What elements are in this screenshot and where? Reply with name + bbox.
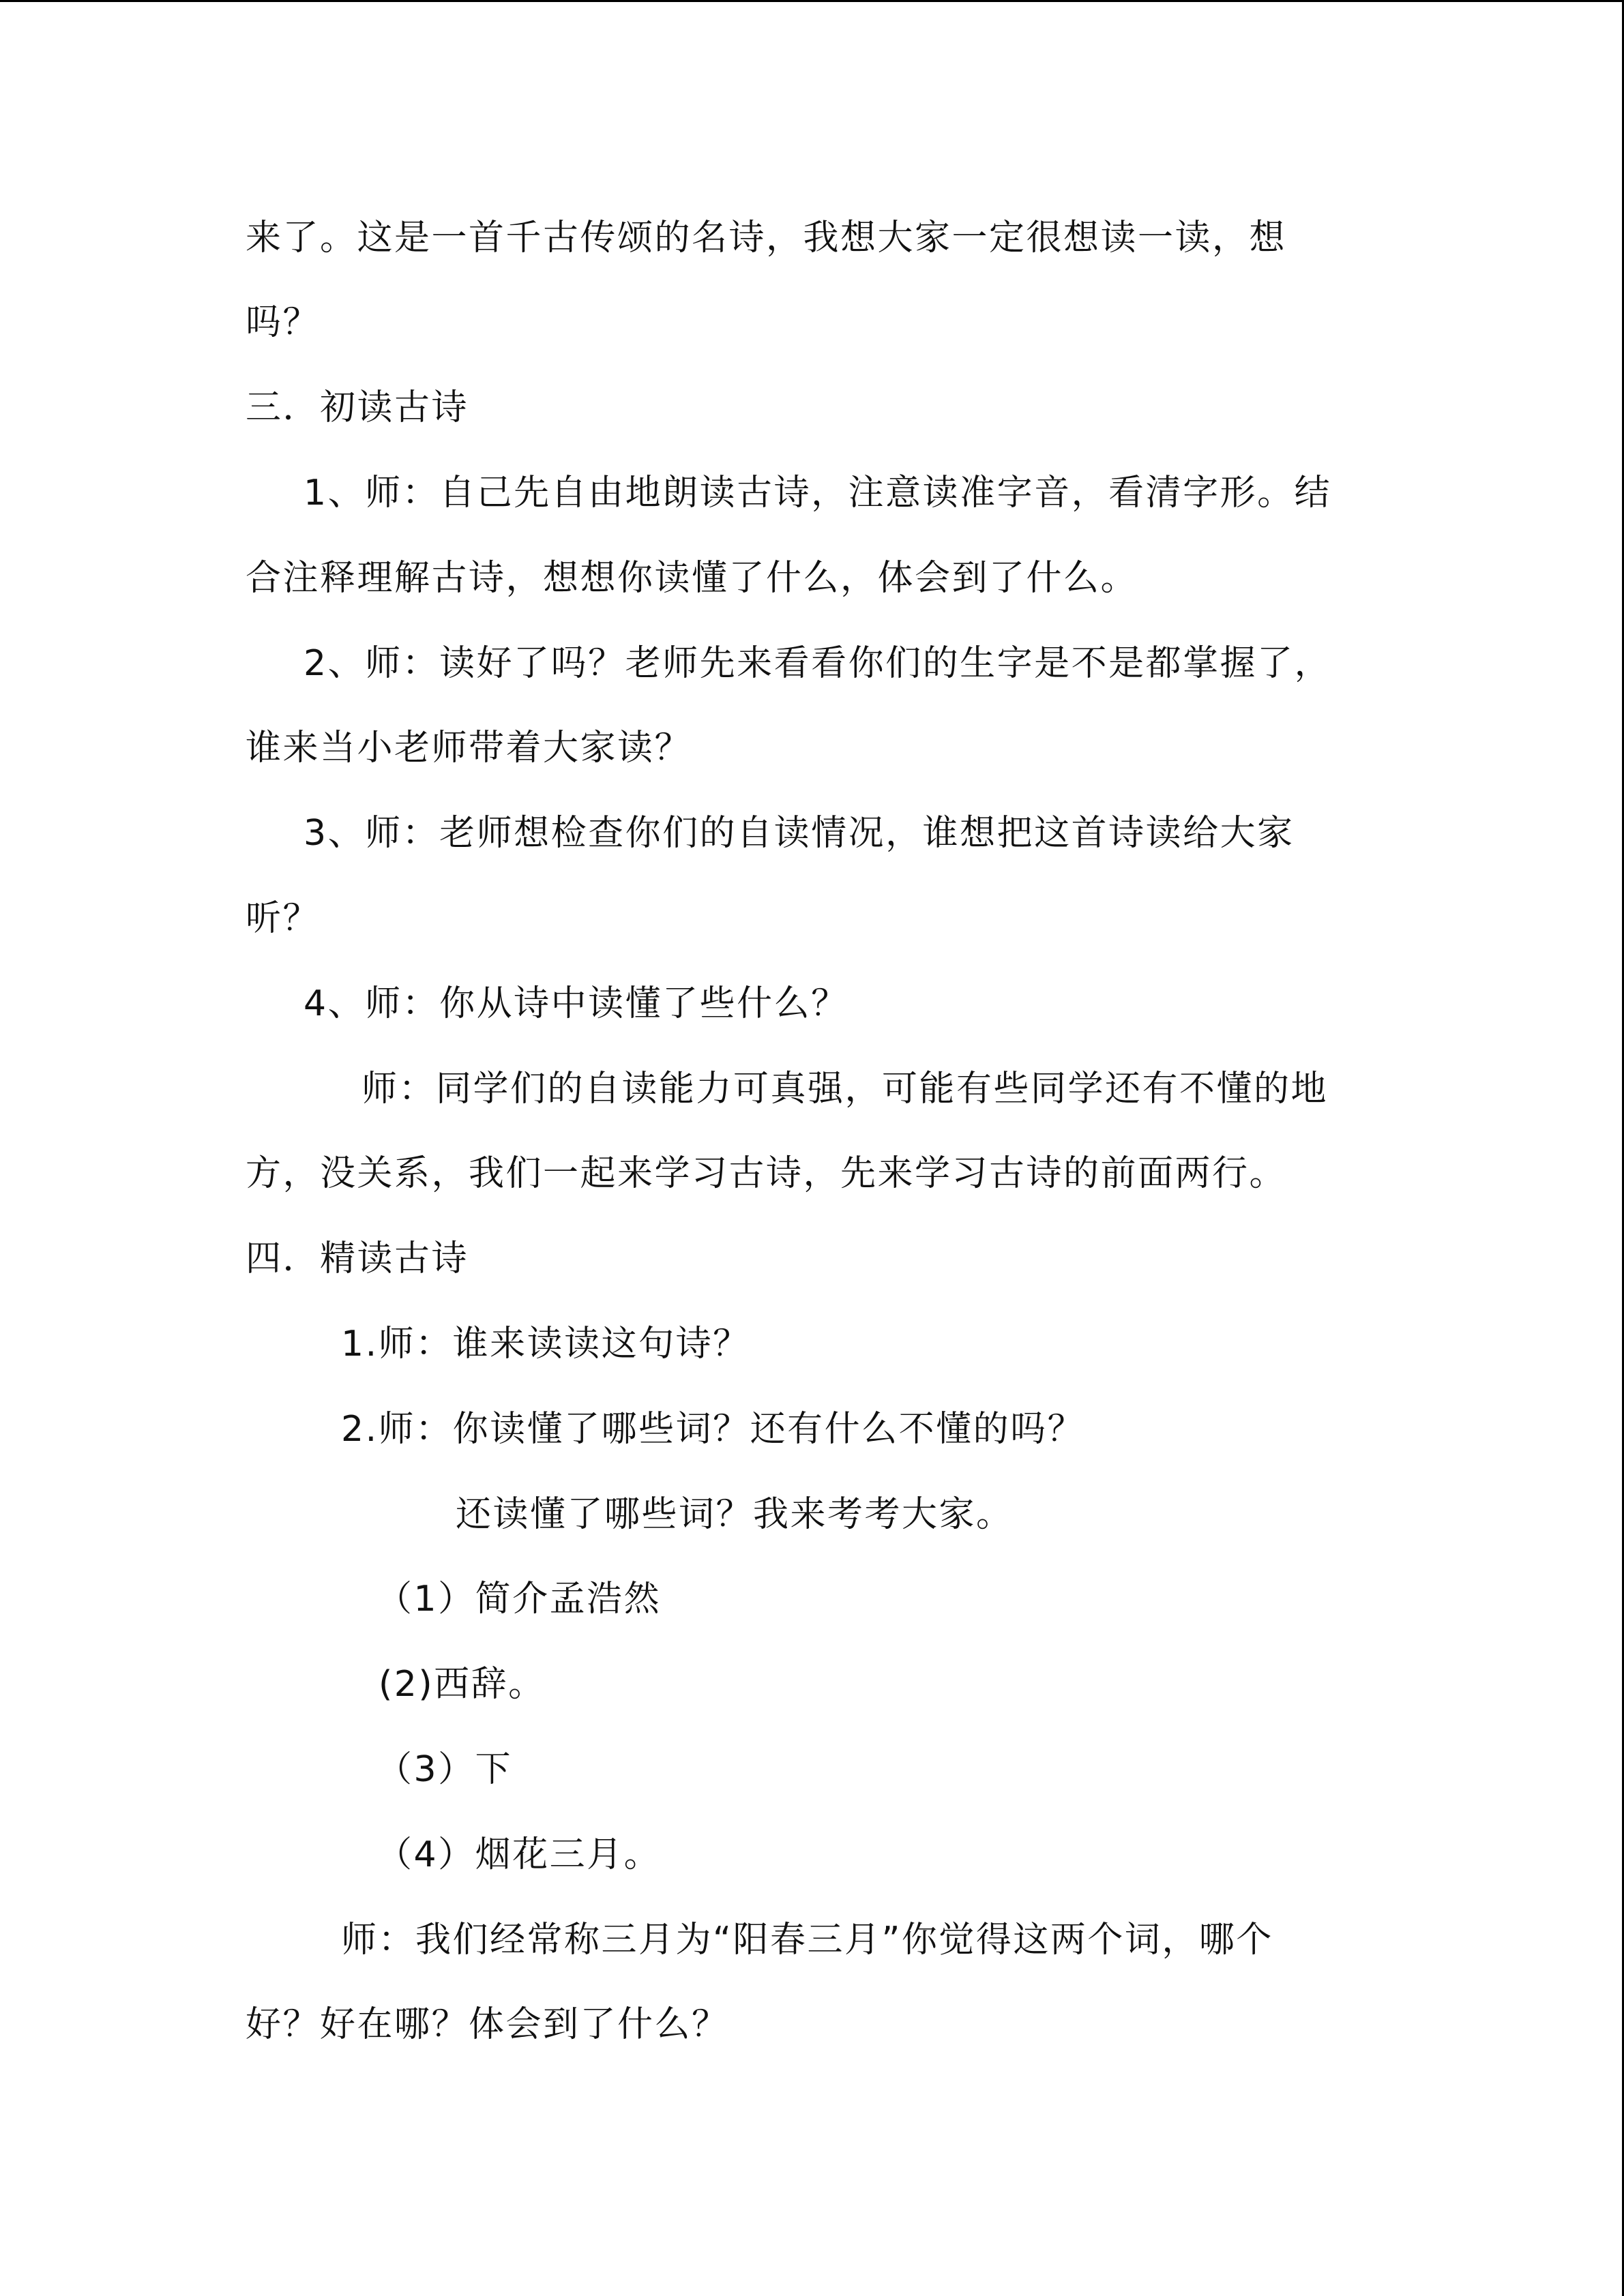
text-line-7: 谁来当小老师带着大家读？ [246,728,692,769]
section-heading-4: 四．精读古诗 [246,1238,469,1279]
text-line-15: 2.师：你读懂了哪些词？还有什么不懂的吗？ [341,1409,1085,1450]
text-line-6: 2、师：读好了吗？老师先来看看你们的生字是不是都掌握了， [304,643,1332,684]
text-line-4: 1、师：自己先自由地朗读古诗，注意读准字音，看清字形。结 [304,473,1332,513]
text-line-18: (2)西辞。 [379,1664,546,1705]
text-line-21: 师：我们经常称三月为“阳春三月”你觉得这两个词，哪个 [341,1920,1273,1960]
text-line-10: 4、师：你从诗中读懂了些什么？ [304,983,848,1024]
text-line-20: （4）烟花三月。 [377,1834,662,1875]
text-line-2: 吗？ [246,302,321,343]
text-line-19: （3）下 [377,1749,513,1790]
section-heading-3: 三．初读古诗 [246,387,469,428]
page-top-border [0,0,1624,2]
text-line-1: 来了。这是一首千古传颂的名诗，我想大家一定很想读一读，想 [246,218,1287,258]
text-line-22: 好？好在哪？体会到了什么？ [246,2004,729,2045]
text-line-16: 还读懂了哪些词？我来考考大家。 [456,1494,1014,1535]
text-line-8: 3、师：老师想检查你们的自读情况，谁想把这首诗读给大家 [304,813,1295,854]
text-line-5: 合注释理解古诗，想想你读懂了什么，体会到了什么。 [246,558,1138,599]
text-line-12: 方，没关系，我们一起来学习古诗，先来学习古诗的前面两行。 [246,1153,1287,1194]
text-line-17: （1）简介孟浩然 [377,1579,662,1620]
text-line-9: 听？ [246,898,321,939]
text-line-11: 师：同学们的自读能力可真强，可能有些同学还有不懂的地 [361,1069,1329,1109]
text-line-14: 1.师：谁来读读这句诗？ [341,1324,750,1365]
